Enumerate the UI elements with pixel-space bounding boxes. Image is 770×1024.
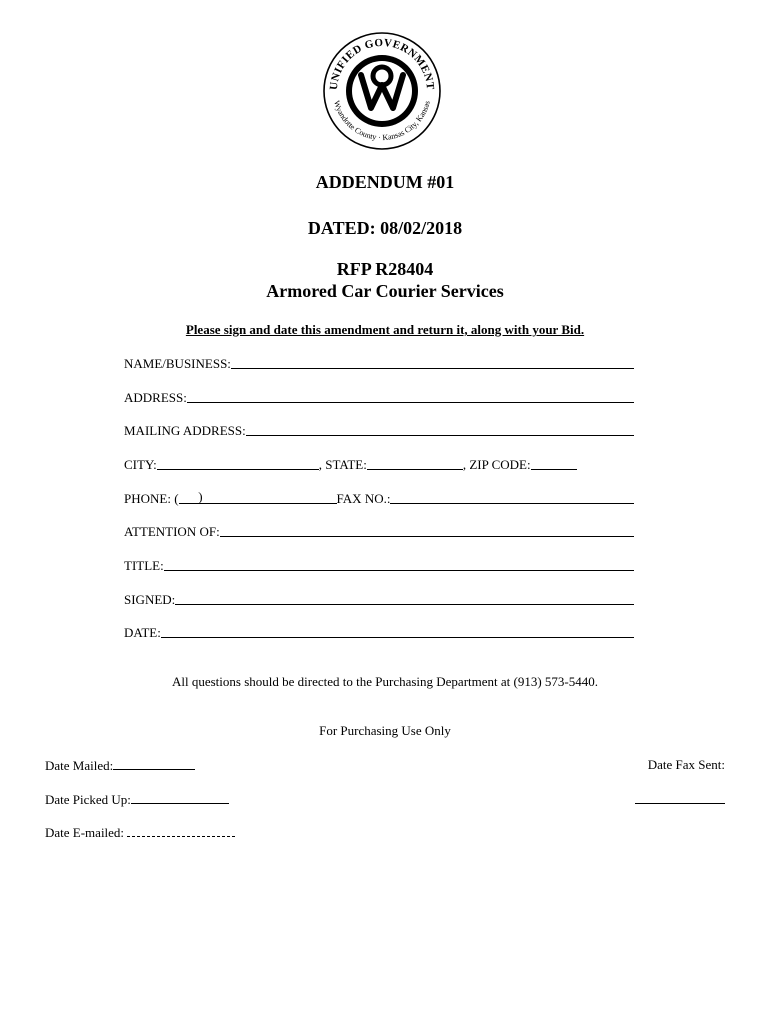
address-line[interactable] — [187, 390, 634, 403]
zip-label: , ZIP CODE: — [462, 457, 531, 472]
purchasing-heading: For Purchasing Use Only — [319, 723, 451, 738]
phone-area-code-line[interactable] — [179, 490, 203, 504]
title-field[interactable] — [124, 555, 634, 573]
attention-field[interactable] — [124, 521, 634, 539]
city-line[interactable] — [157, 457, 319, 470]
date-field[interactable] — [124, 622, 634, 640]
date-fax-sent-line[interactable] — [635, 791, 725, 804]
zip-line[interactable] — [531, 457, 577, 470]
title-label: TITLE: — [124, 558, 164, 573]
name-business-label: NAME/BUSINESS: — [124, 356, 231, 371]
date-emailed-field[interactable] — [45, 824, 235, 841]
mailing-address-field[interactable] — [124, 420, 634, 438]
seal-bottom-text: Wyandotte County · Kansas City, Kansas — [332, 99, 432, 143]
date-picked-up-label: Date Picked Up: — [45, 792, 131, 807]
city-label: CITY: — [124, 457, 157, 472]
fax-line[interactable] — [390, 491, 634, 504]
mailing-address-line[interactable] — [246, 423, 634, 436]
phone-fax-field[interactable] — [124, 488, 634, 506]
date-fax-sent-field[interactable] — [635, 791, 725, 808]
phone-close-paren: ) — [198, 489, 203, 504]
date-picked-up-line[interactable] — [131, 791, 229, 804]
signed-line[interactable] — [175, 592, 634, 605]
seal-top-text: UNIFIED GOVERNMENT — [327, 36, 437, 91]
date-mailed-line[interactable] — [113, 757, 195, 770]
phone-label: PHONE: ( — [124, 491, 179, 506]
address-field[interactable] — [124, 387, 634, 405]
address-label: ADDRESS: — [124, 390, 187, 405]
service-title: Armored Car Courier Services — [266, 281, 504, 301]
questions-note: All questions should be directed to the Purchasing Department at (913) 573-5440. — [171, 674, 599, 689]
signed-field[interactable] — [124, 589, 634, 607]
date-line[interactable] — [161, 625, 634, 638]
date-emailed-line[interactable] — [127, 824, 235, 837]
name-business-line[interactable] — [231, 356, 634, 369]
instruction-text: Please sign and date this amendment and return it, along with your Bid. — [185, 322, 585, 337]
city-state-zip-field[interactable] — [124, 454, 590, 472]
attention-label: ATTENTION OF: — [124, 524, 220, 539]
date-fax-sent-label: Date Fax Sent: — [647, 757, 725, 772]
attention-line[interactable] — [220, 524, 634, 537]
dated-line: DATED: 08/02/2018 — [307, 218, 463, 238]
unified-government-seal — [321, 30, 443, 152]
fax-label: FAX NO.: — [336, 491, 391, 506]
mailing-address-label: MAILING ADDRESS: — [124, 423, 246, 438]
state-line[interactable] — [367, 457, 463, 470]
date-picked-up-field[interactable] — [45, 791, 229, 808]
phone-number-line[interactable] — [203, 491, 337, 504]
name-business-field[interactable] — [124, 353, 634, 371]
title-line[interactable] — [164, 558, 634, 571]
date-emailed-label: Date E-mailed: — [45, 825, 125, 840]
date-mailed-label: Date Mailed: — [45, 758, 114, 773]
state-label: , STATE: — [318, 457, 367, 472]
date-label: DATE: — [124, 625, 161, 640]
date-mailed-field[interactable] — [45, 757, 195, 774]
addendum-title: ADDENDUM #01 — [315, 172, 455, 192]
signed-label: SIGNED: — [124, 592, 176, 607]
rfp-number: RFP R28404 — [336, 259, 434, 279]
